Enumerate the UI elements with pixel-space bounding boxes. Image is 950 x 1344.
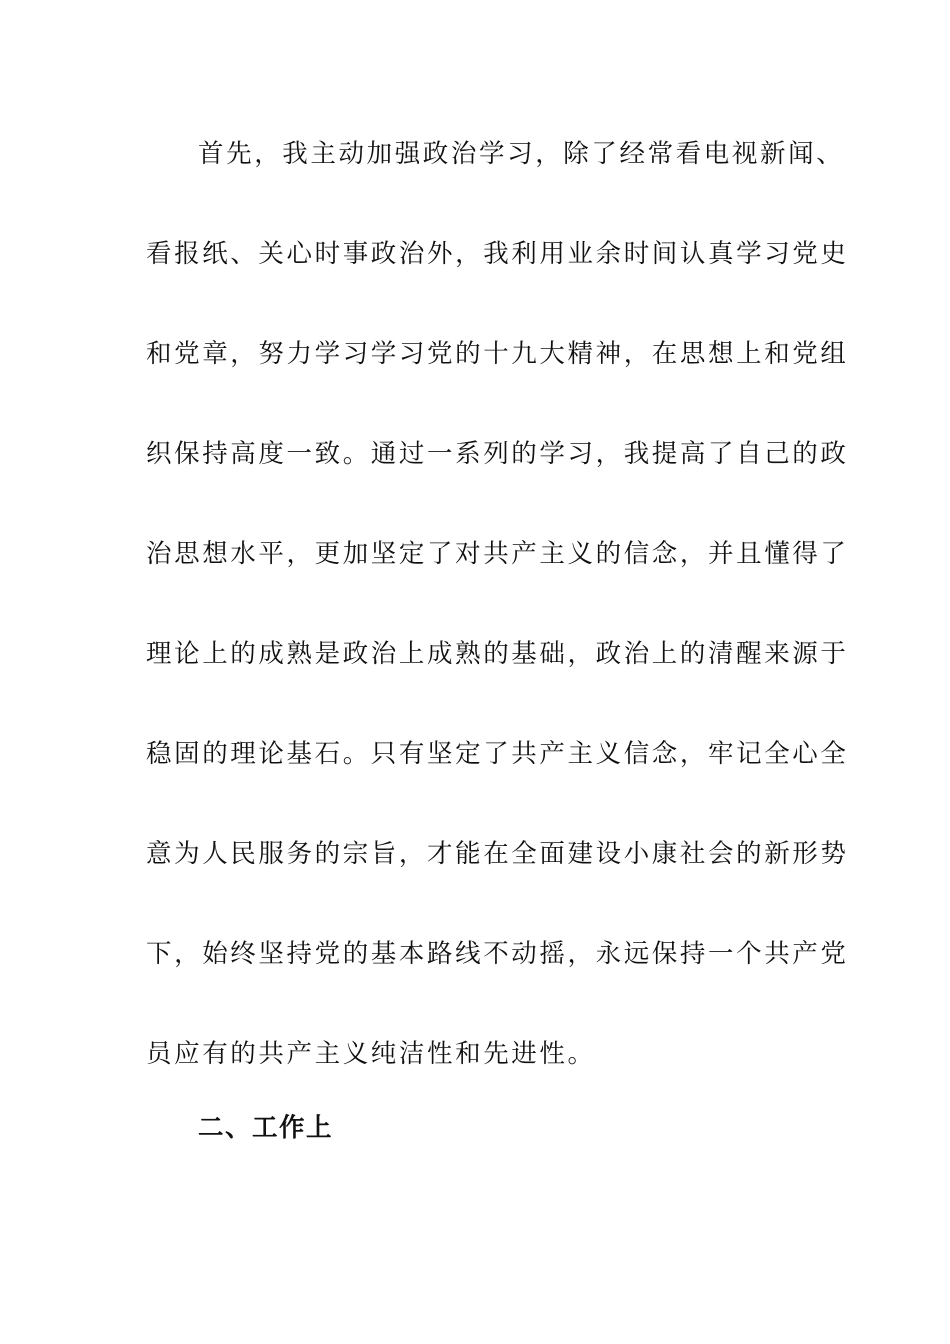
section-heading: 二、工作上 xyxy=(198,1113,334,1143)
paragraph-line: 和党章，努力学习学习党的十九大精神，在思想上和党组 xyxy=(146,339,849,369)
paragraph-line: 首先，我主动加强政治学习，除了经常看电视新闻、 xyxy=(198,139,845,169)
paragraph-line: 织保持高度一致。通过一系列的学习，我提高了自己的政 xyxy=(146,439,849,469)
paragraph-line: 稳固的理论基石。只有坚定了共产主义信念，牢记全心全 xyxy=(146,739,849,769)
paragraph-line: 治思想水平，更加坚定了对共产主义的信念，并且懂得了 xyxy=(146,539,849,569)
paragraph-line: 意为人民服务的宗旨，才能在全面建设小康社会的新形势 xyxy=(146,839,849,869)
paragraph-line: 理论上的成熟是政治上成熟的基础，政治上的清醒来源于 xyxy=(146,639,849,669)
paragraph-line: 员应有的共产主义纯洁性和先进性。 xyxy=(146,1039,596,1069)
paragraph-line: 看报纸、关心时事政治外，我利用业余时间认真学习党史 xyxy=(146,239,849,269)
paragraph-line: 下，始终坚持党的基本路线不动摇，永远保持一个共产党 xyxy=(146,939,849,969)
